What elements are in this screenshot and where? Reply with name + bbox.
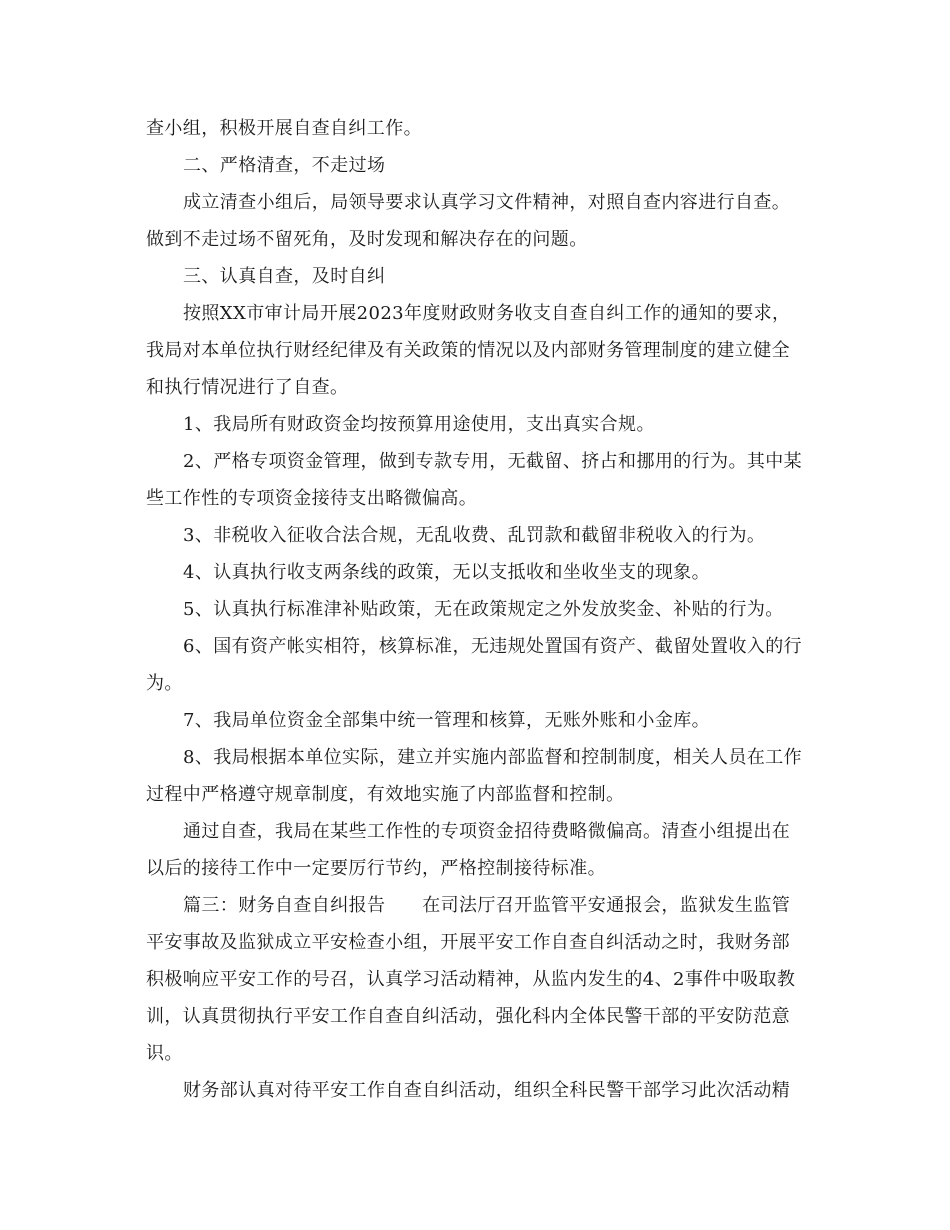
text-line: 平安事故及监狱成立平安检查小组，开展平安工作自查自纠活动之时，我财务部	[146, 932, 790, 953]
text-line: 做到不走过场不留死角，及时发现和解决存在的问题。	[146, 229, 588, 250]
list-item: 4、认真执行收支两条线的政策，无以支抵收和坐收坐支的现象。	[183, 562, 711, 583]
list-item: 5、认真执行标准津补贴政策，无在政策规定之外发放奖金、补贴的行为。	[183, 599, 784, 620]
list-item: 8、我局根据本单位实际，建立并实施内部监督和控制制度，相关人员在工作	[183, 747, 803, 768]
text-line: 和执行情况进行了自查。	[146, 377, 349, 398]
list-item: 2、严格专项资金管理，做到专款专用，无截留、挤占和挪用的行为。其中某	[183, 451, 803, 472]
list-item: 7、我局单位资金全部集中统一管理和核算，无账外账和小金库。	[183, 710, 711, 731]
text-line: 识。	[146, 1043, 183, 1064]
text-line: 按照XX市审计局开展2023年度财政财务收支自查自纠工作的通知的要求，	[183, 303, 791, 324]
text-line: 篇三：财务自查自纠报告 在司法厅召开监管平安通报会，监狱发生监管	[183, 895, 791, 916]
text-line: 训，认真贯彻执行平安工作自查自纠活动，强化科内全体民警干部的平安防范意	[146, 1006, 790, 1027]
list-item: 3、非税收入征收合法合规，无乱收费、乱罚款和截留非税收入的行为。	[183, 525, 766, 546]
text-line: 成立清查小组后，局领导要求认真学习文件精神，对照自查内容进行自查。	[183, 192, 791, 213]
section-heading: 三、认真自查，及时自纠	[183, 266, 386, 287]
text-line: 通过自查，我局在某些工作性的专项资金招待费略微偏高。清查小组提出在	[183, 821, 791, 842]
document-body	[146, 110, 806, 1109]
text-line: 为。	[146, 673, 183, 694]
text-line: 我局对本单位执行财经纪律及有关政策的情况以及内部财务管理制度的建立健全	[146, 340, 790, 361]
text-line: 过程中严格遵守规章制度，有效地实施了内部监督和控制。	[146, 784, 625, 805]
text-line: 财务部认真对待平安工作自查自纠活动，组织全科民警干部学习此次活动精	[183, 1080, 791, 1101]
text-line: 积极响应平安工作的号召，认真学习活动精神，从监内发生的4、2事件中吸取教	[146, 969, 796, 990]
text-line: 以后的接待工作中一定要厉行节约，严格控制接待标准。	[146, 858, 606, 879]
section-heading: 二、严格清查，不走过场	[183, 155, 386, 176]
list-item: 6、国有资产帐实相符，核算标准，无违规处置国有资产、截留处置收入的行	[183, 636, 803, 657]
list-item: 1、我局所有财政资金均按预算用途使用，支出真实合规。	[183, 414, 655, 435]
text-line: 些工作性的专项资金接待支出略微偏高。	[146, 488, 478, 509]
text-line: 查小组，积极开展自查自纠工作。	[146, 118, 422, 139]
